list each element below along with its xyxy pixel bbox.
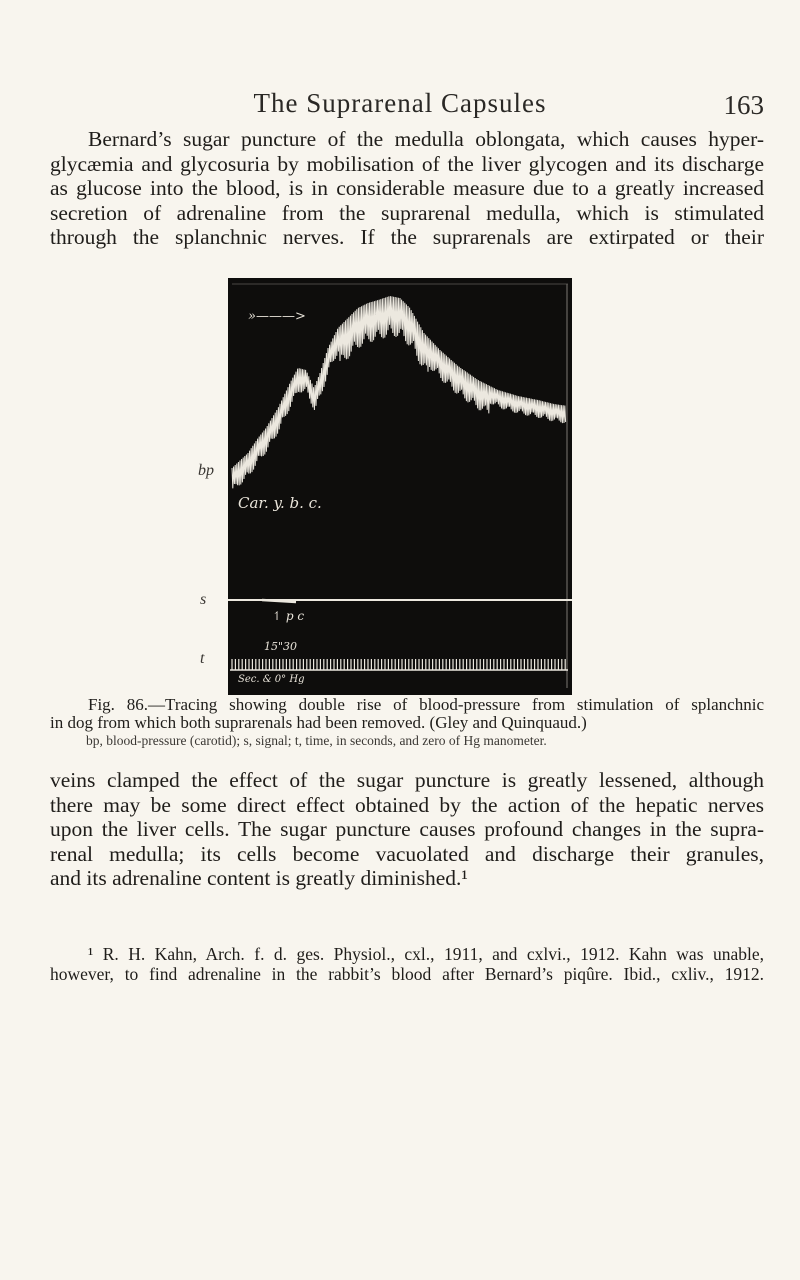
paragraph-line: as glucose into the blood, is in considerable measure due to a greatly increased (50, 176, 764, 200)
caption-line: Fig. 86.—Tracing showing double rise of blood-pressure from stimulation of splanchnic (88, 695, 764, 714)
figure-caption (50, 696, 764, 750)
paragraph-line: veins clamped the effect of the sugar puncture is greatly lessened, although (50, 768, 764, 792)
paragraph-line: glycæmia and glycosuria by mobilisation of the liver glycogen and its discharge (50, 151, 764, 176)
kymograph-tracing (228, 278, 572, 695)
footnote (50, 944, 764, 984)
paragraph-line: upon the liver cells. The sugar puncture causes profound changes in the supra- (50, 817, 764, 841)
paragraph-line: Bernard’s sugar puncture of the medulla oblongata, which causes hyper- (88, 127, 764, 151)
paragraph-line: renal medulla; its cells become vacuolated and discharge their granules, (50, 841, 764, 866)
blood-pressure-trace (232, 296, 566, 488)
page-number: 163 (723, 90, 764, 120)
trace-label-t: t (200, 650, 205, 667)
running-title: The Suprarenal Capsules (253, 88, 547, 118)
running-head (0, 88, 800, 128)
footnote-line: however, to find adrenaline in the rabbit’s blood after Bernard’s piqûre. Ibid., cxliv., 1912. (50, 964, 764, 984)
footnote-line: ¹ R. H. Kahn, Arch. f. d. ges. Physiol., cxl., 1911, and cxlvi., 1912. Kahn was unable, (88, 944, 764, 964)
caption-legend: bp, blood-pressure (carotid); s, signal; t, time, in seconds, and zero of Hg manometer. (86, 733, 547, 748)
paragraph-line: through the splanchnic nerves. If the suprarenals are extirpated or their (50, 225, 764, 249)
arrow-annotation: »———> (248, 309, 306, 324)
handwriting-annotation-2: ↿ p c (272, 609, 305, 623)
caption-line: in dog from which both suprarenals had been removed. (Gley and Quinquaud.) (50, 713, 587, 732)
paragraph-1 (50, 127, 764, 250)
paragraph-line: and its adrenaline content is greatly diminished.¹ (50, 866, 468, 890)
trace-label-s: s (200, 591, 207, 608)
handwriting-annotation-3: 15"30 (264, 640, 298, 653)
trace-label-bp: bp (198, 462, 214, 479)
blood-pressure-wave (232, 296, 566, 488)
kymograph-tracing-plate (228, 278, 572, 695)
handwriting-annotation-4: Sec. & 0° Hg (238, 674, 305, 685)
time-trace (230, 659, 568, 670)
paragraph-2 (50, 768, 764, 891)
paragraph-line: secretion of adrenaline from the suprarenal medulla, which is stimulated (50, 200, 764, 225)
paragraph-line: there may be some direct effect obtained by the action of the hepatic nerves (50, 792, 764, 817)
handwriting-annotation-1: Car. y. b. c. (238, 494, 322, 512)
